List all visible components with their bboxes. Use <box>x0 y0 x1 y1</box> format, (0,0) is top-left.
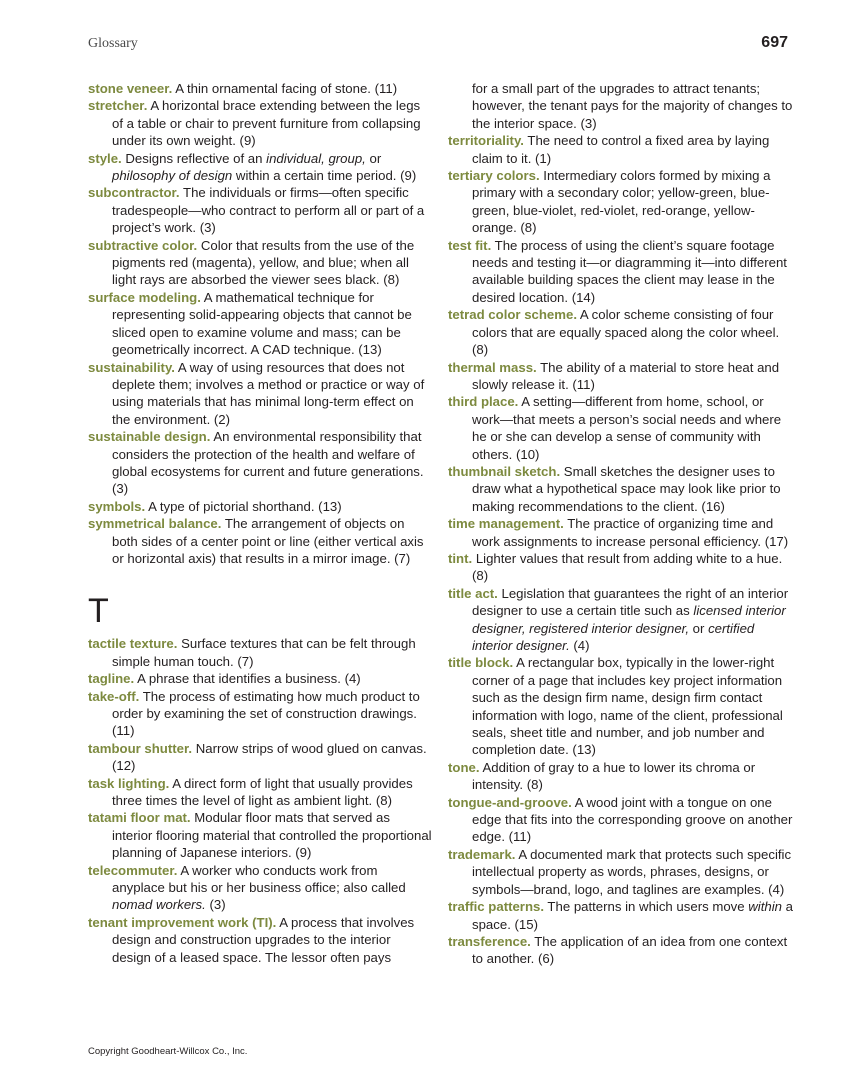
glossary-entry <box>88 97 432 149</box>
definition-segment: Color that results from the use of the pigments red (magenta), yellow, and blue; when all light rays are absorbed the viewer sees black. (8) <box>112 237 415 288</box>
definition-segment: The process of estimating how much product to order by examining the set of construction drawings. (11) <box>112 688 420 739</box>
glossary-entry <box>448 898 793 933</box>
definition-italic-segment: licensed interior designer, registered interior designer, <box>472 603 786 636</box>
glossary-term: telecommuter. <box>88 862 178 878</box>
definition-italic-segment: nomad workers. <box>112 897 206 913</box>
definition-segment: (4) <box>569 638 590 653</box>
glossary-entry <box>448 515 793 550</box>
glossary-entry <box>88 184 432 236</box>
definition-italic-segment: certified interior designer. <box>472 620 755 653</box>
definition-segment: A documented mark that protects such specific intellectual property as words, phrases, designs, or symbols—brand, logo, and taglines are examples. (4) <box>472 846 792 897</box>
glossary-entry <box>88 498 432 515</box>
definition-segment: Lighter values that result from adding white to a hue. (8) <box>472 550 783 584</box>
definition-segment: The process of using the client’s square footage needs and testing it—or diagramming it—into different available building spaces the client may lease in the desired location. (14) <box>472 237 787 305</box>
definition-segment: A setting—different from home, school, or work—that meets a person’s social needs and where he or she can develop a sense of community with others. (10) <box>472 394 782 462</box>
definition-segment: or <box>365 150 382 166</box>
glossary-term: tone. <box>448 759 480 775</box>
glossary-entry <box>448 463 793 515</box>
glossary-term: subtractive color. <box>88 237 198 253</box>
glossary-definition <box>472 394 781 461</box>
definition-italic-segment: individual, group, <box>266 150 366 166</box>
definition-segment: The ability of a material to store heat and slowly release it. (11) <box>472 359 780 392</box>
glossary-term: subcontractor. <box>88 185 180 201</box>
glossary-entry <box>88 862 432 914</box>
glossary-term: task lighting. <box>88 775 170 791</box>
glossary-term: thermal mass. <box>448 359 537 375</box>
glossary-term: sustainability. <box>88 359 175 375</box>
entries-t-left <box>88 635 432 966</box>
glossary-term: take-off. <box>88 688 140 704</box>
definition-segment: A type of pictorial shorthand. (13) <box>145 498 342 514</box>
glossary-term: transference. <box>448 933 531 949</box>
glossary-entry <box>88 670 432 687</box>
left-column <box>88 80 432 966</box>
definition-segment: A way of using resources that does not deplete them; involves a method or practice or way of using materials that has minimal long-term effect on the environment. (2) <box>112 359 425 427</box>
definition-segment: A direct form of light that usually provides three times the level of light as ambient light. (8) <box>112 775 413 809</box>
glossary-entry <box>88 515 432 567</box>
glossary-term: symmetrical balance. <box>88 516 222 532</box>
glossary-term: stone veneer. <box>88 81 173 96</box>
glossary-entry <box>448 393 793 463</box>
glossary-term: tongue-and-groove. <box>448 794 572 810</box>
definition-segment: A process that involves design and construction upgrades to the interior design of a leased space. The lessor often pays <box>112 914 415 965</box>
glossary-term: style. <box>88 150 122 166</box>
glossary-term: tetrad color scheme. <box>448 307 577 323</box>
definition-segment: A thin ornamental facing of stone. (11) <box>172 81 398 96</box>
glossary-definition <box>112 689 420 739</box>
running-head: Glossary <box>88 36 138 51</box>
glossary-entry <box>88 237 432 289</box>
definition-italic-segment: within <box>748 899 782 915</box>
glossary-entry <box>448 359 793 394</box>
glossary-entry <box>448 794 793 846</box>
glossary-term: symbols. <box>88 498 146 514</box>
glossary-term: tagline. <box>88 671 135 687</box>
glossary-entry <box>88 80 432 97</box>
entries-s <box>88 80 432 567</box>
glossary-term: tint. <box>448 550 473 566</box>
definition-segment: (3) <box>205 897 226 913</box>
definition-segment: The arrangement of objects on both sides of a center point or line (either vertical axis or horizontal axis) that results in a mirror image. (7) <box>112 516 424 566</box>
glossary-entry <box>88 775 432 810</box>
glossary-term: trademark. <box>448 846 516 862</box>
glossary-entry <box>88 688 432 740</box>
glossary-entry <box>88 809 432 861</box>
glossary-term: traffic patterns. <box>448 899 544 915</box>
glossary-term: stretcher. <box>88 98 148 114</box>
glossary-term: tactile texture. <box>88 636 178 652</box>
definition-segment: A horizontal brace extending between the legs of a table or chair to prevent furniture from collapsing under its own weight. (9) <box>112 98 421 149</box>
definition-segment: Surface textures that can be felt through simple human touch. (7) <box>112 636 416 669</box>
glossary-entry <box>448 846 793 898</box>
definition-segment: A phrase that identifies a business. (4) <box>134 671 361 687</box>
definition-segment: A color scheme consisting of four colors that are equally spaced along the color wheel. (8) <box>472 307 780 358</box>
definition-segment: Legislation that guarantees the right of an interior designer to use a certain title such as <box>472 585 789 619</box>
copyright-footer: Copyright Goodheart-Willcox Co., Inc. <box>88 1046 248 1057</box>
glossary-entry <box>448 167 793 237</box>
glossary-entry <box>88 359 432 429</box>
glossary-entry <box>448 933 793 968</box>
glossary-term: tambour shutter. <box>88 740 193 756</box>
glossary-term: time management. <box>448 516 564 532</box>
definition-italic-segment: philosophy of design <box>112 168 233 184</box>
glossary-definition <box>112 151 416 183</box>
glossary-entry <box>88 289 432 359</box>
glossary-entry <box>448 654 793 758</box>
definition-segment: A rectangular box, typically in the lower-right corner of a page that includes key project information such as the design firm name, design firm contact information with logo, name of the client, professional seals, sheet title and number, and job number and completion date. (13) <box>472 655 783 758</box>
definition-segment: a space. (15) <box>472 899 793 932</box>
glossary-definition <box>472 655 783 757</box>
definition-segment: Intermediary colors formed by mixing a primary with a secondary color; yellow-green, blue-green, blue-violet, red-violet, red-orange, yellow-orange. (8) <box>472 168 771 236</box>
glossary-term: thumbnail sketch. <box>448 463 561 479</box>
definition-segment: Addition of gray to a hue to lower its chroma or intensity. (8) <box>472 759 756 793</box>
glossary-definition <box>472 238 787 305</box>
glossary-definition <box>134 671 361 686</box>
section-letter: T <box>88 592 109 631</box>
glossary-entry <box>88 914 432 966</box>
glossary-entry <box>88 635 432 670</box>
definition-segment: The individuals or firms—often specific tradespeople—who contract to perform all or part of a project’s work. (3) <box>112 185 425 236</box>
glossary-definition <box>472 551 782 583</box>
glossary-term: territoriality. <box>448 133 524 149</box>
glossary-definition <box>112 98 421 148</box>
glossary-entry <box>448 237 793 307</box>
definition-segment: Small sketches the designer uses to draw what a hypothetical space may look like prior to making recommendations to the client. (16) <box>472 463 781 514</box>
definition-segment: Narrow strips of wood glued on canvas. (12) <box>112 740 427 774</box>
definition-segment: A mathematical technique for representing solid-appearing objects that cannot be sliced open to examine volume and mass; can be geometrically incorrect. A CAD technique. (13) <box>112 289 412 358</box>
glossary-entry <box>448 306 793 358</box>
definition-segment: The application of an idea from one context to another. (6) <box>472 933 788 967</box>
entries-t-right <box>448 132 793 968</box>
glossary-definition <box>472 586 788 653</box>
glossary-term: surface modeling. <box>88 289 201 305</box>
definition-segment: The practice of organizing time and work assignments to increase personal efficiency. (17) <box>472 516 789 549</box>
definition-segment: A wood joint with a tongue on one edge that fits into the corresponding groove on another edge. (11) <box>472 794 793 845</box>
definition-segment: or <box>689 620 709 636</box>
definition-segment: Modular floor mats that served as interior flooring material that controlled the proportional planning of Japanese interiors. (9) <box>112 810 432 861</box>
glossary-entry <box>448 759 793 794</box>
glossary-definition <box>172 81 397 96</box>
continued-definition: for a small part of the upgrades to attract tenants; however, the tenant pays for the majority of changes to the interior space. (3) <box>472 81 793 131</box>
glossary-term: test fit. <box>448 237 492 253</box>
definition-segment: within a certain time period. (9) <box>232 168 417 184</box>
glossary-term: third place. <box>448 394 519 410</box>
glossary-term: tatami floor mat. <box>88 810 191 826</box>
glossary-term: sustainable design. <box>88 429 211 445</box>
definition-segment: The need to control a fixed area by laying claim to it. (1) <box>472 133 770 166</box>
glossary-entry <box>88 428 432 498</box>
glossary-term: tenant improvement work (TI). <box>88 914 277 930</box>
glossary-definition <box>472 847 791 897</box>
definition-segment: The patterns in which users move <box>544 899 749 915</box>
glossary-entry <box>448 585 793 655</box>
glossary-entry <box>448 132 793 167</box>
definition-segment: Designs reflective of an <box>121 150 267 166</box>
glossary-definition <box>145 499 341 514</box>
page-number: 697 <box>761 34 788 51</box>
glossary-definition <box>472 760 755 792</box>
right-column <box>448 80 793 968</box>
glossary-entry <box>88 150 432 185</box>
glossary-term: title act. <box>448 585 498 601</box>
glossary-term: title block. <box>448 655 514 671</box>
definition-segment: An environmental responsibility that considers the protection of the health and welfare of global ecosystems for current and future generations. (3) <box>112 429 424 497</box>
glossary-entry <box>448 550 793 585</box>
definition-segment: A worker who conducts work from anyplace but his or her business office; also called <box>112 862 406 896</box>
glossary-term: tertiary colors. <box>448 168 540 184</box>
glossary-entry <box>88 740 432 775</box>
